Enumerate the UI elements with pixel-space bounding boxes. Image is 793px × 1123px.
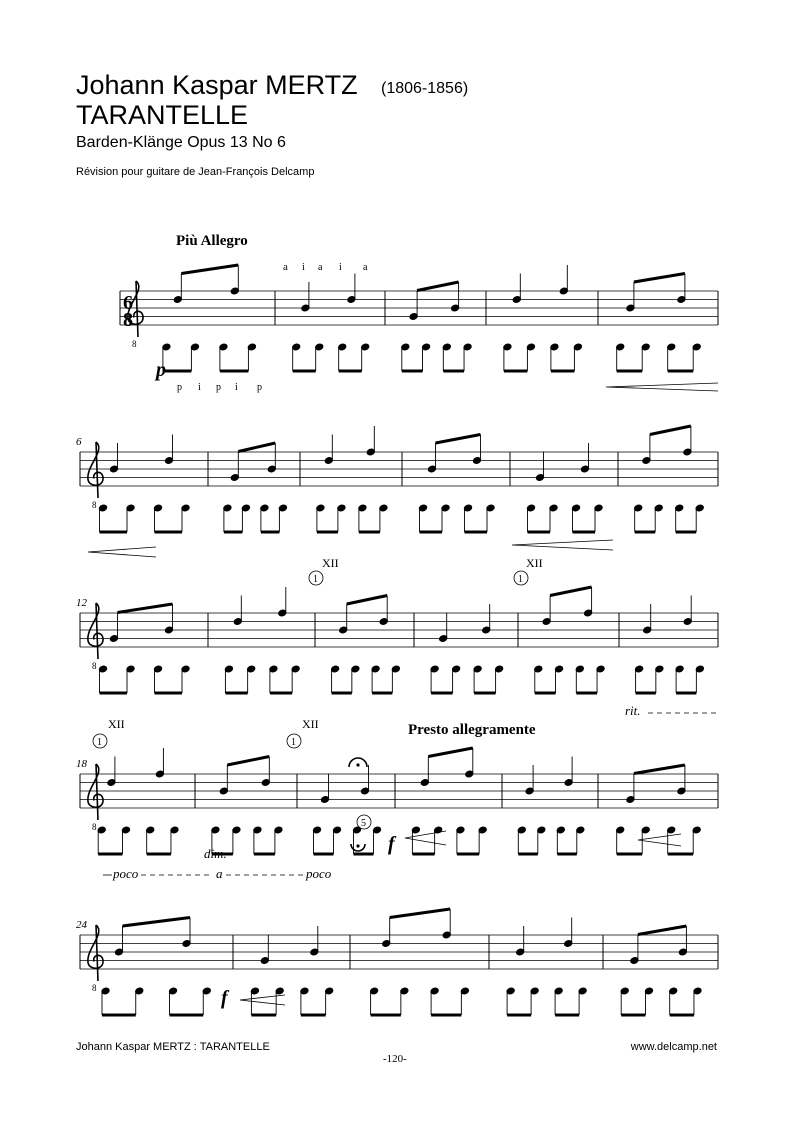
crescendo-hairpin-6: [240, 995, 285, 1005]
time-signature-top: 6: [123, 292, 133, 314]
position-xii-3: XII: [108, 717, 125, 731]
fingering-i-1: i: [302, 262, 305, 273]
crescendo-hairpin-5: [638, 834, 681, 846]
fingering-p-3: p: [257, 382, 262, 393]
dynamic-p: p: [156, 359, 166, 381]
string-number-2: 1: [518, 574, 523, 585]
note-beam: [638, 926, 687, 935]
fingering-i-2: i: [339, 262, 342, 273]
note-beam: [634, 274, 685, 283]
crescendo-hairpin-1: [606, 383, 718, 391]
measure-number-12: 12: [76, 597, 87, 609]
svg-text:8: 8: [92, 983, 97, 993]
measure-number-18: 18: [76, 758, 87, 770]
note-beam: [181, 265, 238, 274]
position-xii-4: XII: [302, 717, 319, 731]
svg-text:8: 8: [92, 500, 97, 510]
fingering-a-2: a: [318, 262, 323, 273]
fingering-p-2: p: [216, 382, 221, 393]
expression-poco-2: poco: [306, 866, 332, 881]
string-number-4: 1: [291, 737, 296, 748]
dynamic-f-1: f: [388, 833, 395, 855]
expression-a: a: [216, 866, 223, 881]
svg-text:8: 8: [92, 822, 97, 832]
svg-text:8: 8: [92, 661, 97, 671]
note-beam: [123, 918, 191, 927]
svg-text:8: 8: [132, 339, 137, 349]
piece-subtitle: Barden-Klänge Opus 13 No 6: [76, 134, 286, 151]
string-number-1: 1: [313, 574, 318, 585]
note-beam: [634, 765, 685, 774]
position-xii-1: XII: [322, 556, 339, 570]
note-beam: [238, 443, 275, 452]
note-beam: [428, 748, 473, 757]
fingering-p-1: p: [177, 382, 182, 393]
tempo-marking-presto: Presto allegramente: [408, 722, 536, 738]
crescendo-hairpin-2: [88, 547, 156, 557]
note-beam: [347, 596, 388, 605]
note-beam: [118, 604, 173, 613]
piece-title: TARANTELLE: [76, 100, 249, 130]
fingering-i-3: i: [198, 382, 201, 393]
measure-number-6: 6: [76, 436, 82, 448]
note-beam: [390, 909, 451, 918]
note-beam: [436, 435, 481, 444]
note-beam: [417, 282, 459, 291]
expression-poco-1: poco: [113, 866, 139, 881]
revision-note: Révision pour guitare de Jean-François Delcamp: [76, 166, 315, 178]
time-signature-bottom: 8: [123, 309, 133, 331]
tempo-marking-piu-allegro: Più Allegro: [176, 233, 248, 249]
footer-website: www.delcamp.net: [630, 1041, 717, 1053]
footer-credit: Johann Kaspar MERTZ : TARANTELLE: [76, 1041, 270, 1053]
string-number-3: 1: [97, 737, 102, 748]
measure-number-24: 24: [76, 919, 87, 931]
note-beam: [650, 426, 691, 435]
expression-dim: dim.: [204, 846, 227, 861]
fingering-a-1: a: [283, 261, 288, 273]
composer-name: Johann Kaspar MERTZ: [76, 70, 358, 100]
string-number-5: 5: [361, 818, 366, 829]
position-xii-2: XII: [526, 556, 543, 570]
note-beam: [227, 757, 269, 766]
note-beam: [550, 587, 592, 596]
fingering-a-3: a: [363, 262, 368, 273]
expression-rit: rit.: [625, 703, 641, 718]
fingering-i-4: i: [235, 382, 238, 393]
crescendo-hairpin-3: [512, 540, 613, 550]
page-number: -120-: [383, 1053, 407, 1065]
crescendo-hairpin-4: [405, 831, 446, 845]
composer-dates: (1806-1856): [381, 80, 469, 97]
dynamic-f-2: f: [221, 987, 228, 1009]
